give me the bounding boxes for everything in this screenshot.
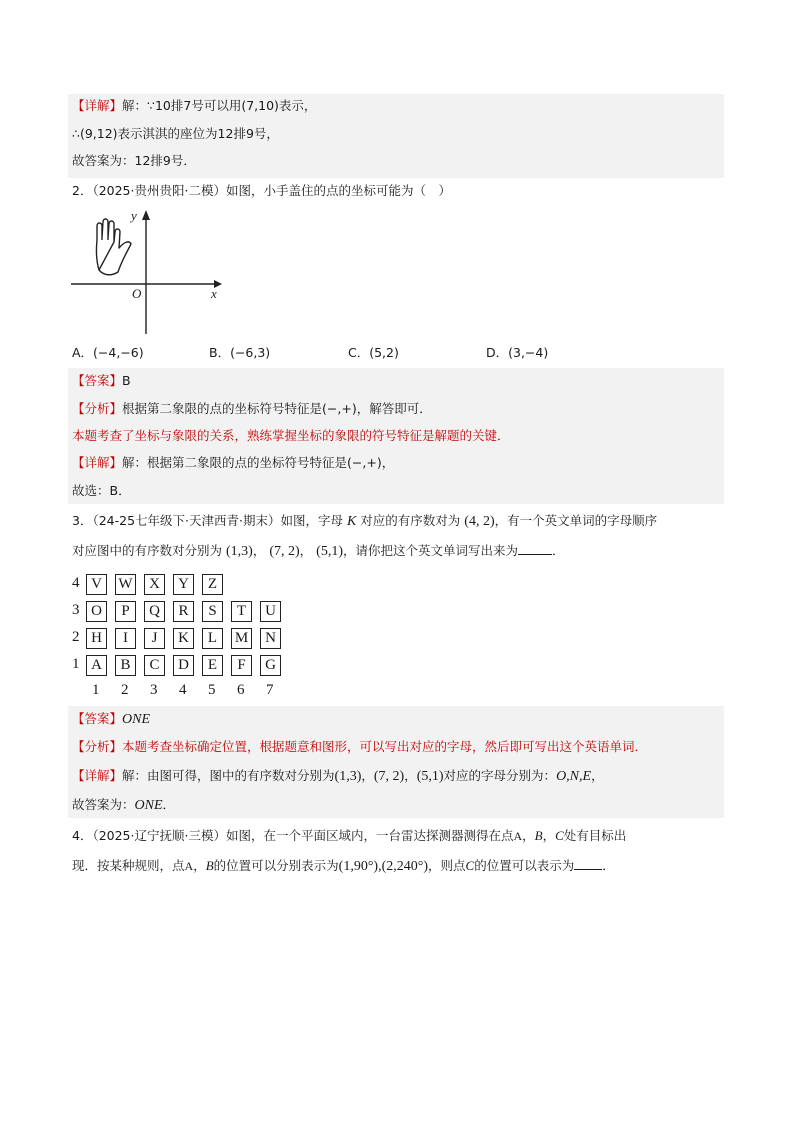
q3-stem-part: ，有一个英文单词的字母顺序 <box>494 513 658 528</box>
q3-detail-part: 解：由图可得，图中的有序数对分别为 <box>122 768 335 783</box>
grid-letter-cell: X <box>144 574 165 595</box>
detail-tag: 【详解】 <box>72 768 123 783</box>
detail-tag: 【详解】 <box>72 455 123 470</box>
grid-letter-cell: K <box>173 628 194 649</box>
q4-point-a: A <box>513 829 523 843</box>
q3-detail-answer: ONE <box>134 798 163 813</box>
q3-stem-part: 对应的有序数对为 <box>360 513 461 528</box>
q4-stem-line2 <box>72 856 615 875</box>
q3-analysis-line <box>72 737 647 755</box>
q1-solution-line3: 故答案为：12排9号． <box>72 153 196 168</box>
grid-letter-cell: T <box>231 601 252 622</box>
grid-letter-cell: O <box>86 601 107 622</box>
answer-tag: 【答案】 <box>72 373 123 388</box>
q3-detail-part: ， <box>591 768 604 783</box>
q4-point-b: B <box>205 858 214 873</box>
grid-letter-cell: R <box>173 601 194 622</box>
grid-letter-cell: N <box>260 628 281 649</box>
q3-detail-pair: (1,3) <box>334 769 362 784</box>
q2-detail-text: 解：根据第二象限的点的坐标符号特征是(−,+)， <box>122 455 395 470</box>
grid-col-label: 3 <box>150 682 158 698</box>
q3-stem-letter-k: K <box>346 514 357 529</box>
q4-stem-line1 <box>72 826 626 844</box>
q4-stem-part: 4．（2025·辽宁抚顺·三模）如图，在一个平面区域内，一台雷达探测器测得在点 <box>72 828 514 843</box>
q3-detail-line2 <box>72 795 175 814</box>
grid-col-label: 1 <box>92 682 100 698</box>
grid-letter-cell: M <box>231 628 252 649</box>
q3-stem-part: ， <box>299 543 313 558</box>
answer-tag: 【答案】 <box>72 711 123 726</box>
q3-stem-part: ． <box>552 543 565 558</box>
q2-stem: 2．（2025·贵州贵阳·二模）如图，小手盖住的点的坐标可能为（ ） <box>72 183 451 198</box>
q3-stem-line1 <box>72 511 657 530</box>
grid-col-label: 2 <box>121 682 129 698</box>
q4-point-a: A <box>184 859 194 873</box>
q3-stem-pair: (4, 2) <box>464 514 495 529</box>
q3-stem-pair: (5,1) <box>316 544 343 559</box>
q4-stem-part: 处有目标出 <box>563 828 627 843</box>
grid-letter-cell: B <box>115 655 136 676</box>
q3-detail-letters: O,N,E <box>556 769 592 784</box>
grid-letter-cell: P <box>115 601 136 622</box>
q1-detail-text: 解：∵10排7号可以用(7,10)表示， <box>122 98 317 113</box>
grid-letter-cell: Q <box>144 601 165 622</box>
grid-letter-cell: E <box>202 655 223 676</box>
q3-detail-line <box>72 766 604 785</box>
grid-letter-cell: Z <box>202 574 223 595</box>
q3-stem-pair: (7, 2) <box>269 544 300 559</box>
q2-detail-line2: 故选：B． <box>72 483 131 498</box>
q3-detail-pair: (7, 2) <box>373 769 405 784</box>
grid-letter-cell: Y <box>173 574 194 595</box>
q2-option-a[interactable]: A．(−4,−6) <box>72 345 144 360</box>
q4-positions: (1,90°),(2,240°) <box>338 859 429 874</box>
grid-letter-cell: A <box>86 655 107 676</box>
grid-col-label: 4 <box>179 682 187 698</box>
grid-letter-cell: V <box>86 574 107 595</box>
y-axis-arrow <box>142 210 150 220</box>
grid-letter-cell: C <box>144 655 165 676</box>
q2-analysis-line2 <box>72 426 510 444</box>
q2-detail-line <box>72 453 394 471</box>
q3-detail-pair: (5,1) <box>416 769 444 784</box>
q3-detail-part: 对应的字母分别为： <box>443 768 557 783</box>
q2-option-b[interactable]: B．(−6,3) <box>209 345 271 360</box>
q2-analysis-summary: 本题考查了坐标与象限的关系，熟练掌握坐标的象限的符号特征是解题的关键． <box>72 428 510 443</box>
q2-analysis-text: 根据第二象限的点的坐标符号特征是(−,+)，解答即可． <box>122 401 432 416</box>
grid-col-label: 7 <box>266 682 274 698</box>
q3-stem-line2 <box>72 541 565 560</box>
grid-letter-cell: S <box>202 601 223 622</box>
q2-option-d[interactable]: D．(3,−4) <box>486 345 549 360</box>
grid-letter-cell: D <box>173 655 194 676</box>
grid-row-label: 3 <box>72 602 80 618</box>
q4-point-c: C <box>465 858 475 873</box>
grid-row-label: 2 <box>72 629 80 645</box>
analysis-tag: 【分析】 <box>72 401 123 416</box>
grid-col-label: 6 <box>237 682 245 698</box>
q3-stem-part: 3．（24-25七年级下·天津西青·期末）如图，字母 <box>72 513 343 528</box>
q1-solution-line2: ∴(9,12)表示淇淇的座位为12排9号， <box>72 126 279 141</box>
origin-label: O <box>132 286 142 301</box>
q3-answer-line <box>72 709 150 728</box>
analysis-tag: 【分析】 <box>72 739 123 754</box>
q2-analysis-line <box>72 399 432 417</box>
q3-detail-part: ， <box>404 768 417 783</box>
grid-col-label: 5 <box>208 682 216 698</box>
x-axis-label: x <box>211 286 217 301</box>
q2-coordinate-figure <box>66 200 226 340</box>
q4-point-b: B <box>534 828 543 843</box>
grid-letter-cell: W <box>115 574 136 595</box>
q3-detail-part: 故答案为： <box>72 797 135 812</box>
q4-stem-part: 的位置可以分别表示为 <box>213 858 339 873</box>
grid-letter-cell: H <box>86 628 107 649</box>
q3-detail-part: ， <box>361 768 374 783</box>
q3-detail-part: ． <box>162 797 176 812</box>
grid-letter-cell: J <box>144 628 165 649</box>
q3-stem-pair: (1,3) <box>226 544 253 559</box>
q3-answer-blank[interactable] <box>518 554 552 555</box>
q4-stem-part: ， <box>522 828 535 843</box>
hand-icon <box>96 219 131 275</box>
y-axis-label: y <box>131 208 137 223</box>
detail-tag: 【详解】 <box>72 98 123 113</box>
grid-row-label: 4 <box>72 575 80 591</box>
grid-letter-cell: G <box>260 655 281 676</box>
q3-stem-part: ， <box>252 543 266 558</box>
q4-stem-part: 现．按某种规则，点 <box>72 858 185 873</box>
q3-analysis-text: 本题考查坐标确定位置，根据题意和图形，可以写出对应的字母，然后即可写出这个英语单词． <box>122 739 648 754</box>
q2-answer-line <box>72 371 131 389</box>
grid-letter-cell: U <box>260 601 281 622</box>
q4-stem-part: ，则点 <box>428 858 466 873</box>
q4-stem-part: ， <box>542 828 556 843</box>
q3-stem-part: ，请你把这个英文单词写出来为 <box>342 543 518 558</box>
q4-stem-part: 的位置可以表示为 <box>474 858 575 873</box>
q1-solution-line1 <box>72 96 316 114</box>
q2-answer: B <box>122 373 131 388</box>
grid-letter-cell: I <box>115 628 136 649</box>
grid-letter-cell: F <box>231 655 252 676</box>
q4-point-c: C <box>555 828 564 843</box>
q2-option-c[interactable]: C．(5,2) <box>348 345 399 360</box>
q3-answer: ONE <box>122 712 151 727</box>
q4-stem-part: ． <box>602 858 615 873</box>
grid-letter-cell: L <box>202 628 223 649</box>
q3-stem-part: 对应图中的有序数对分别为 <box>72 543 223 558</box>
q4-answer-blank[interactable] <box>574 869 602 870</box>
q3-letter-grid <box>70 572 300 702</box>
grid-row-label: 1 <box>72 656 80 672</box>
q4-stem-part: ， <box>193 858 206 873</box>
